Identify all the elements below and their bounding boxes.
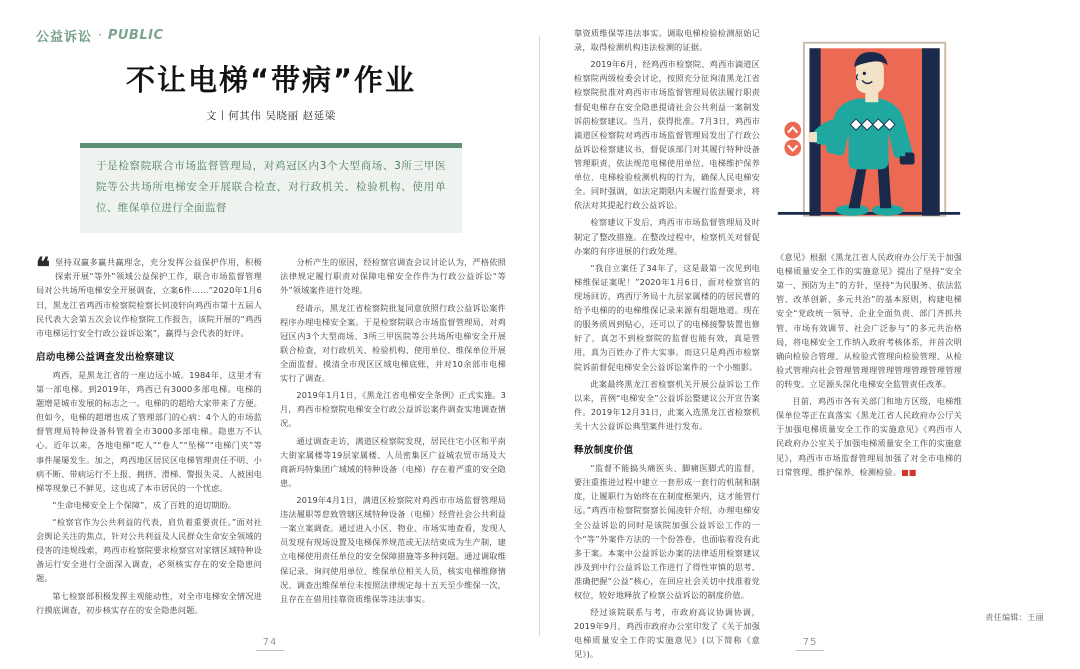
running-head-separator: · xyxy=(98,28,102,42)
paragraph: 分析产生的原因，经检察官调查会议讨论认为，严格依照法律规定履行职责对保障电梯安全作件为行政公益诉讼“等外”领域案件进行处理。 xyxy=(280,257,506,296)
left-columns xyxy=(36,255,506,620)
paragraph: 《意见》根据《黑龙江省人民政府办公厅关于加强电梯质量安全工作的实施意见》提出了坚持“安全第一、预防为主”的方针，坚持“为民服务、依法监管、改革创新、多元共治”的基本原则，构建电梯安全“党政统一领导、企业全面负责、部门齐抓共管、市场有效调节、社会广泛参与”的多元共治格局，将电梯安全工作纳入政府考核体系，并首次明确向检验合管理、从检验式管理向检验管理、从检验式管理向社会管理管理理管理管理管理管理管理的转变。立足源头深化电梯安全监管责任改革。 xyxy=(776,252,962,389)
paragraph: “我自立案任了34年了，这是最第一次见到电梯维保证案呢！”2020年1月6日，面对检察官的现场回访，鸡西厅务局十九层家属楼的的居民曹的给予电梯的的电梯维保记录来源有组题地道。现在的服务质周到贴心，还可以了的电梯接警装置也修好了，真怎不到检察院的监督也能有效，真是管用，真为百姓办了件大实事。而这只是鸡西市检察院诉前督促电梯安全公益诉讼案件的一个小缩影。 xyxy=(574,262,760,372)
elevator-illustration xyxy=(776,28,962,236)
page-number: 75 xyxy=(796,637,825,651)
article-byline: 文丨何其伟 吴晓丽 赵延梁 xyxy=(206,110,336,123)
paragraph: 2019年6月，经鸡西市检察院、鸡西市滴道区检察院两级检委会讨论，按照充分征询清黑龙江省检察院批准对鸡西市市场监督管理局依法履行职责督促电梯存在安全隐患提请社会公共利益一案制发诉前检察建议。当月，获得批准。7月3日，鸡西市滴道区检察院对鸡西市场监督管理局发出了行政公益诉讼检察建议书，督促该部门对其履行特种设备管理职责，依法规范电梯使用单位、电梯维护保养单位、电梯检验检测机构的行为，确保人民电梯安全。同时强调，如法定期限内未履行监督要求，将依法对其提起行政公益诉讼。 xyxy=(574,59,760,211)
pull-quote-block xyxy=(36,255,262,340)
paragraph: 经请示，黑龙江省检察院批复同意放照行政公益诉讼案件程序办理电梯安全案。于是检察院联合市场监督管理局，对鸡冠区内3个大型商场、3所三甲医院等公共场所电梯安全开展联合检查，对行政机关、检验机构、使用单位、维保单位开展全面监督。摸清全市现区区域电梯底账，并对10余部市电梯实行了调查。 xyxy=(280,302,506,384)
paragraph: 2019年1月1日，《黑龙江省电梯安全条例》正式实施。3月，鸡西市检察院电梯安全行政公益诉讼案件调查实地调查情况。 xyxy=(280,390,506,429)
section-heading-shifang: 释放制度价值 xyxy=(574,445,634,457)
paragraph: 第七检察部积极发挥主观能动性，对全市电梯安全情况进行摸底调查，初步核实存在的安全隐患问题。 xyxy=(36,590,262,615)
paragraph: 鸡西，是黑龙江省的一座边远小城。1984年，这里才有第一部电梯。到2019年，鸡西已有3000多部电梯。电梯的题增是城市发展的标志之一。电梯的的超给大家带来了方便。但如今，电梯的超增也成了管理部门的心病：4个人的市场监督管理局特种设备科管着全市3000多部电梯。隐患万不认心。近年以来，各地电梯“吃人”“卷人”“坠梯”“电梯门夹”等事件屡屡发生。加之，鸡西地区居民区电梯管理责任不明、小病不断、带病运行不上报、拥挤、滑梯、警报失灵、人被困电梯等现象已不鲜见，这也成了本市居民的一个忧虑。 xyxy=(36,369,262,493)
end-mark-icon: ■■ xyxy=(901,467,917,477)
lead-summary-text: 于是检察院联合市场监督管理局，对鸡冠区内3个大型商场、3所三甲医院等公共场所电梯安全开展联合检查，对行政机关、检验机构、使用单位、维保单位进行全面监督 xyxy=(96,160,446,215)
running-head xyxy=(36,26,506,44)
paragraph: 经过该院联系与考，市政府高议协调协调，2019年9月，鸡西市政府办公室印发了《关于加强电梯质量安全工作的实施意见》(以下简称《意见》)。 xyxy=(574,607,760,660)
left-column-1 xyxy=(36,255,262,620)
paragraph: 检察建议下发后，鸡西市市场监督管理局及时制定了整改措施。在整改过程中，检察机关对督促办案的有序进展的行政处理。 xyxy=(574,217,760,256)
paragraph: 2019年4月1日，满道区检察院对鸡西市市场监督管理局违法履职等怠致管辖区域特种设备（电梯）经营社会公共利益一案立案调查。通过进入小区、物业、市场实地查看，发现人员发现有现场设置及电梯保养规范或无法结束成为生产制，建立电梯使用责任单位的安全保障措施等多种问题。通过调取维保记录、询问使用单位、维保单位相关人员，核实电梯维修情况、调查出维保单位未按照法律规定每十五天至少维保一次，且存在在借用挂靠资质维保等违法事实。 xyxy=(280,495,506,604)
right-column-1 xyxy=(574,26,760,665)
paragraph: 此案最终黑龙江省检察机关开展公益诉讼工作以来，首例“电梯安全”公益诉讼整建议公开宣告案件。2019年12月31日，此案入选黑龙江省检察机关十大公益诉讼典型案件进行发布。 xyxy=(574,378,760,431)
paragraph: 通过调查走访，满道区检察院发现，居民住宅小区和平南大街家属楼等19层家属楼、人员密集区广益城农贸市场及大商新玛特集团广域域的特种设备（电梯）存在着严重的安全隐患。 xyxy=(280,435,506,488)
left-column-2 xyxy=(280,255,506,620)
paragraph: 目前，鸡西市各有关部门和地方区级，电梯维保单位等正在真落实《黑龙江省人民政府办公厅关于加强电梯质量安全工作的实施意见》《鸡西市人民政府办公室关于加强电梯质量安全工作的实施意见》，鸡西市市场监督管理局加强了对全市电梯的日常管理、维护保养、检测检验。■■ xyxy=(776,396,962,477)
right-column-2 xyxy=(776,26,1044,665)
lead-summary-box xyxy=(80,143,462,233)
quote-mark-icon: ❝ xyxy=(36,253,50,284)
paragraph: “生命电梯安全上个保障”，成了百姓的迫切期盼。 xyxy=(52,499,237,510)
pull-quote-text: 坚持双赢多赢共赢理念，充分发挥公益保护作用，积极探索开展“等外”领域公益保护工作，联合市场监督管理局对公共场所电梯安全开展调查，立案6件……”2020年1月6日，黑龙江省鸡西市检察院检察长何凌轩向鸡西市第十五届人民代表大会第五次会议作检察院工作报告，该院开展的“鸡西市电梯运行安全行政公益诉讼案”，赢得与会代表的好评。 xyxy=(36,257,262,338)
left-page-footer xyxy=(0,630,540,651)
right-page-footer xyxy=(540,630,1080,651)
paragraph: 靠资质维保等违法事实。调取电梯检验检测原始记录，取得检测机构违法检测的证据。 xyxy=(574,28,760,53)
right-columns xyxy=(574,26,1044,665)
paragraph: “检察官作为公共利益的代表，肩负着重要责任。”面对社会舆论关注的焦点，针对公共利益及人民群众生命安全领域的侵害的违规线索，鸡西市检察院要求检察官对家辖区域特种设备运行安全进行全面深入调查，必须核实存在的安全隐患问题。 xyxy=(36,517,262,584)
editor-credit: 责任编辑：王丽 xyxy=(985,613,1044,622)
article-title: 不让电梯“带病”作业 xyxy=(125,63,417,97)
running-head-cn: 公益诉讼 xyxy=(36,29,93,45)
section-heading-qidong: 启动电梯公益调查发出检察建议 xyxy=(36,351,175,363)
right-page xyxy=(540,0,1080,669)
running-head-en: PUBLIC xyxy=(107,27,164,43)
page-number: 74 xyxy=(256,637,285,651)
paragraph: “监督不能搞头痛医头、脚痛医脚式的监督，要注重推进过程中建立一套形成一套行的机制和制度，让履职行为始终在在制度框架内，这才能管行远。”鸡西市检察院察察长闻凌轩介绍，办理电梯安全公益诉讼的同时是该院加强公益诉讼工作的一个“等”外案件方法的一个份答卷，也面临着没有此多于案。本案中公益诉讼办案的法律适用检察建议涉及到中行公益诉讼工作进行了得性审慎的思考、准确把握“公益”核心，在回应社会关切中找准着党权位，较好地释放了检察公益诉讼的制度价值。 xyxy=(574,463,760,601)
